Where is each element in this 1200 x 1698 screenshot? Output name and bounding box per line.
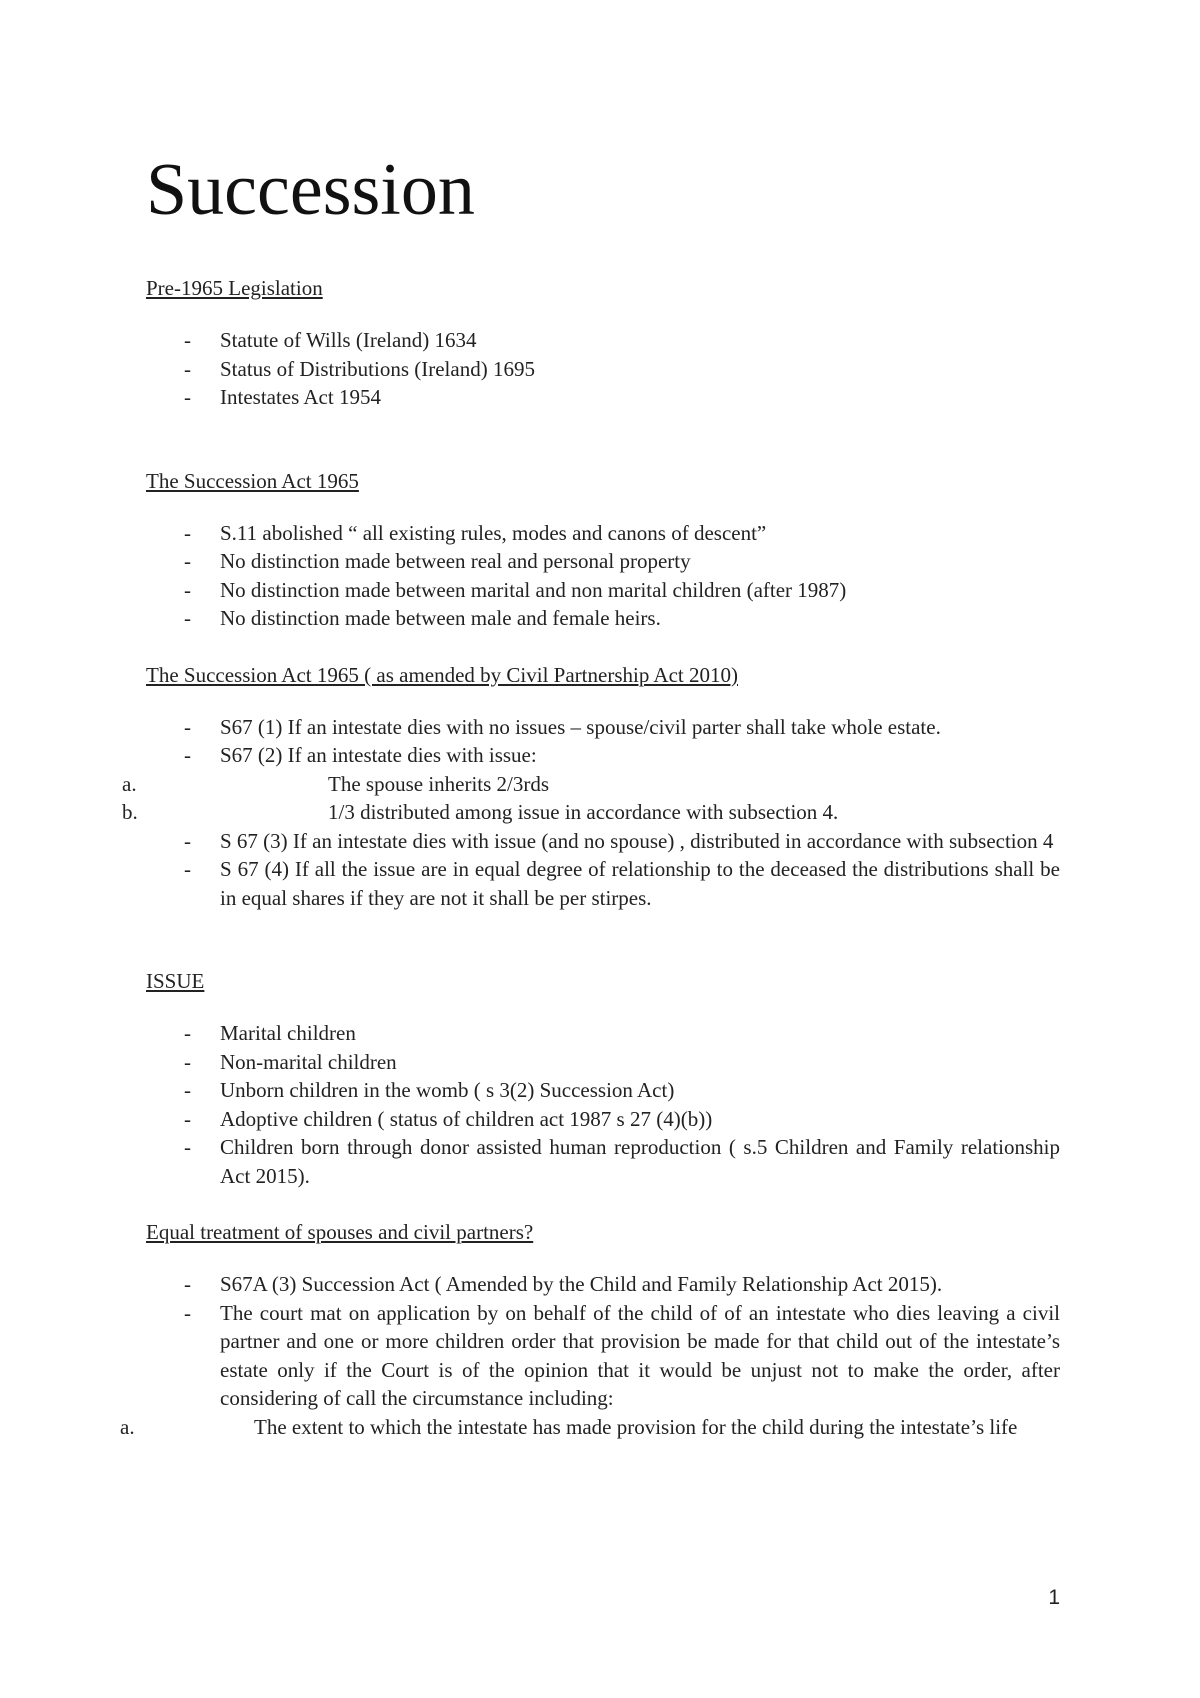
equal-treatment-list: [120, 1270, 1060, 1441]
list-item: - Intestates Act 1954: [146, 383, 1060, 412]
sub-list-text: The extent to which the intestate has made provision for the child during the intestate’s life: [254, 1414, 1018, 1439]
sub-list: [120, 1413, 1060, 1442]
list-item: - Children born through donor assisted human reproduction ( s.5 Children and Family relationship Act 2015).: [146, 1133, 1060, 1190]
sub-list-marker: a.: [122, 771, 137, 796]
succession-act-amended-list: [122, 713, 1060, 913]
list-item: - Unborn children in the womb ( s 3(2) Succession Act): [146, 1076, 1060, 1105]
list-item: - S 67 (3) If an intestate dies with issue (and no spouse) , distributed in accordance with subsection 4: [146, 827, 1060, 856]
sub-list-marker: b.: [122, 800, 138, 824]
list-item: - Marital children: [146, 1019, 1060, 1048]
list-item: [122, 741, 1060, 827]
list-item: - Status of Distributions (Ireland) 1695: [146, 355, 1060, 384]
heading-succession-act-1965: The Succession Act 1965: [146, 468, 359, 493]
list-item: [120, 1299, 1060, 1442]
list-item: - S.11 abolished “ all existing rules, modes and canons of descent”: [146, 519, 1060, 548]
list-item: - No distinction made between male and female heirs.: [146, 604, 1060, 633]
sub-list-text: 1/3 distributed among issue in accordance with subsection 4.: [328, 800, 839, 824]
page-content: [120, 149, 1060, 1441]
succession-act-1965-list: [146, 519, 1060, 633]
sub-list-text: The spouse inherits 2/3rds: [328, 771, 550, 796]
list-item: - Adoptive children ( status of children act 1987 s 27 (4)(b)): [146, 1105, 1060, 1134]
list-item-text: S67 (2) If an intestate dies with issue:: [220, 743, 537, 767]
list-item: - S67A (3) Succession Act ( Amended by the Child and Family Relationship Act 2015).: [146, 1270, 1060, 1299]
sub-list-item: [122, 770, 1060, 799]
list-item: - S 67 (4) If all the issue are in equal degree of relationship to the deceased the distributions shall be in equal shares if they are not it shall be per stirpes.: [146, 855, 1060, 912]
sub-list-item: [122, 798, 1060, 827]
list-item: - No distinction made between marital and non marital children (after 1987): [146, 576, 1060, 605]
list-item-text: - The court mat on application by on behalf of the child of of an intestate who dies leaving a civil partner and one or more children order that provision be made for that child out of the intestate’s estate only if the Court is of the opinion that it would be unjust not to make the order, after considering of call the circumstance including:: [220, 1300, 1060, 1410]
heading-pre-1965-legislation: Pre-1965 Legislation: [146, 276, 323, 300]
sub-list: [122, 770, 1060, 827]
sub-list-marker: a.: [120, 1414, 135, 1439]
document-title: Succession: [146, 149, 475, 231]
heading-succession-act-amended: The Succession Act 1965 ( as amended by Civil Partnership Act 2010): [146, 662, 738, 687]
page-number: 1: [1048, 1586, 1060, 1609]
issue-list: [146, 1019, 1060, 1190]
list-item: - S67 (1) If an intestate dies with no issues – spouse/civil parter shall take whole estate.: [146, 713, 1060, 742]
sub-list-item: [120, 1413, 1060, 1442]
list-item: - No distinction made between real and personal property: [146, 547, 1060, 576]
list-item: - Statute of Wills (Ireland) 1634: [146, 326, 1060, 355]
list-item: - Non-marital children: [146, 1048, 1060, 1077]
heading-equal-treatment: Equal treatment of spouses and civil partners?: [146, 1220, 534, 1244]
pre-1965-list: [146, 326, 1060, 412]
heading-issue: ISSUE: [146, 969, 205, 993]
